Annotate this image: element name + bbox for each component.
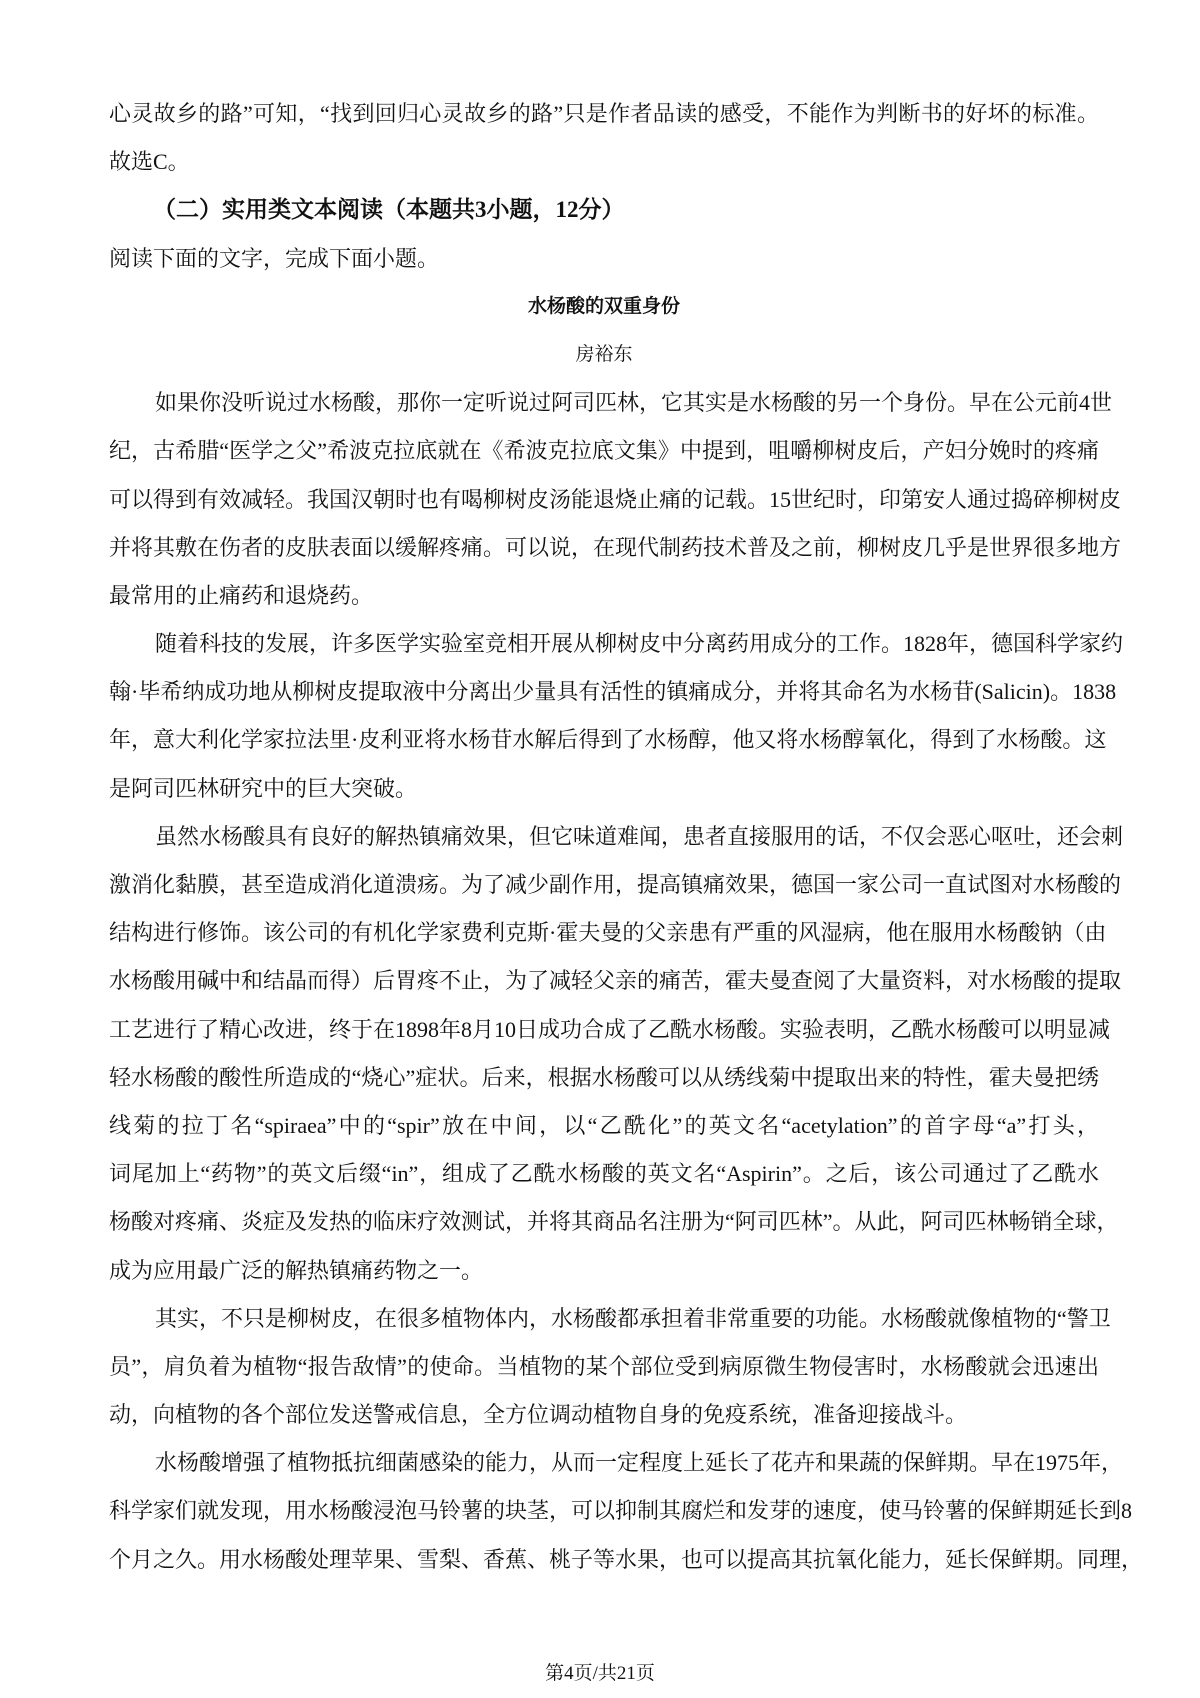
paragraph-line: 杨酸对疼痛、炎症及发热的临床疗效测试，并将其商品名注册为“阿司匹林”。从此，阿司匹林畅销全球， <box>109 1209 1119 1235</box>
document-body <box>109 90 1144 1584</box>
paragraph-line: 词尾加上“药物”的英文后缀“in”，组成了乙酰水杨酸的英文名“Aspirin”。之后，该公司通过了乙酰水 <box>109 1161 1099 1187</box>
paragraph-line: 其实，不只是柳树皮，在很多植物体内，水杨酸都承担着非常重要的功能。水杨酸就像植物的“警卫 <box>155 1305 1111 1331</box>
article-paragraph <box>109 1439 1144 1584</box>
paragraph-line: 可以得到有效减轻。我国汉朝时也有喝柳树皮汤能退烧止痛的记载。15世纪时，印第安人通过捣碎柳树皮 <box>109 486 1122 512</box>
paragraph-line: 虽然水杨酸具有良好的解热镇痛效果，但它味道难闻，患者直接服用的话，不仅会恶心呕吐，还会刺 <box>155 823 1124 849</box>
paragraph-line: 翰·毕希纳成功地从柳树皮提取液中分离出少量具有活性的镇痛成分，并将其命名为水杨苷(Salicin)。1838 <box>109 679 1117 705</box>
paragraph-line: 纪，古希腊“医学之父”希波克拉底就在《希波克拉底文集》中提到，咀嚼柳树皮后，产妇分娩时的疼痛 <box>109 438 1099 464</box>
article-paragraph <box>109 1295 1111 1440</box>
paragraph-line: 随着科技的发展，许多医学实验室竞相开展从柳树皮中分离药用成分的工作。1828年，德国科学家约 <box>155 631 1124 657</box>
page-number: 第4页/共21页 <box>545 1663 655 1684</box>
paragraph-line: 线菊的拉丁名“spiraea”中的“spir”放在中间，以“乙酰化”的英文名“acetylation”的首字母“a”打头， <box>109 1112 1099 1138</box>
paragraph-line: 动，向植物的各个部位发送警戒信息，全方位调动植物自身的免疫系统，准备迎接战斗。 <box>109 1402 968 1428</box>
article-paragraphs <box>109 379 1144 1584</box>
paragraph-line: 并将其敷在伤者的皮肤表面以缓解疼痛。可以说，在现代制药技术普及之前，柳树皮几乎是世界很多地方 <box>109 534 1122 560</box>
article-paragraph <box>109 379 1122 620</box>
paragraph-line: 水杨酸用碱中和结晶而得）后胃疼不止，为了减轻父亲的痛苦，霍夫曼查阅了大量资料，对水杨酸的提取 <box>109 968 1122 994</box>
instruction-text: 阅读下面的文字，完成下面小题。 <box>109 245 440 271</box>
paragraph-line: 激消化黏膜，甚至造成消化道溃疡。为了减少副作用，提高镇痛效果，德国一家公司一直试图对水杨酸的 <box>109 872 1122 897</box>
paragraph-line: 员”，肩负着为植物“报告敌情”的使命。当植物的某个部位受到病原微生物侵害时，水杨酸就会迅速出 <box>109 1353 1099 1379</box>
paragraph-line: 是阿司匹林研究中的巨大突破。 <box>109 775 418 801</box>
article-paragraph <box>109 813 1124 1295</box>
paragraph-line: 轻水杨酸的酸性所造成的“烧心”症状。后来，根据水杨酸可以从绣线菊中提取出来的特性，霍夫曼把绣 <box>109 1064 1099 1090</box>
paragraph-line: 年，意大利化学家拉法里·皮利亚将水杨苷水解后得到了水杨醇，他又将水杨醇氧化，得到了水杨酸。这 <box>109 727 1107 753</box>
article-author: 房裕东 <box>575 343 633 365</box>
paragraph-line: 最常用的止痛药和退烧药。 <box>109 582 374 608</box>
paragraph-line: 工艺进行了精心改进，终于在1898年8月10日成功合成了乙酰水杨酸。实验表明，乙酰水杨酸可以明显减 <box>109 1016 1111 1042</box>
paragraph-line: 科学家们就发现，用水杨酸浸泡马铃薯的块茎，可以抑制其腐烂和发芽的速度，使马铃薯的保鲜期延长到8 <box>109 1498 1133 1524</box>
intro-line: 心灵故乡的路”可知，“找到回归心灵故乡的路”只是作者品读的感受，不能作为判断书的好坏的标准。 <box>109 101 1099 126</box>
paragraph-line: 水杨酸增强了植物抵抗细菌感染的能力，从而一定程度上延长了花卉和果蔬的保鲜期。早在1975年， <box>155 1450 1124 1476</box>
paragraph-line: 如果你没听说过水杨酸，那你一定听说过阿司匹林，它其实是水杨酸的另一个身份。早在公元前4世 <box>155 390 1113 416</box>
paragraph-line: 结构进行修饰。该公司的有机化学家费利克斯·霍夫曼的父亲患有严重的风湿病，他在服用水杨酸钠（由 <box>109 920 1107 946</box>
paragraph-line: 个月之久。用水杨酸处理苹果、雪梨、香蕉、桃子等水果，也可以提高其抗氧化能力，延长保鲜期。同理， <box>109 1546 1144 1572</box>
article-paragraph <box>109 620 1124 813</box>
article-title: 水杨酸的双重身份 <box>527 295 680 317</box>
section-heading: （二）实用类文本阅读（本题共3小题，12分） <box>153 197 625 223</box>
intro-line: 故选C。 <box>109 149 190 175</box>
paragraph-line: 成为应用最广泛的解热镇痛药物之一。 <box>109 1257 484 1283</box>
